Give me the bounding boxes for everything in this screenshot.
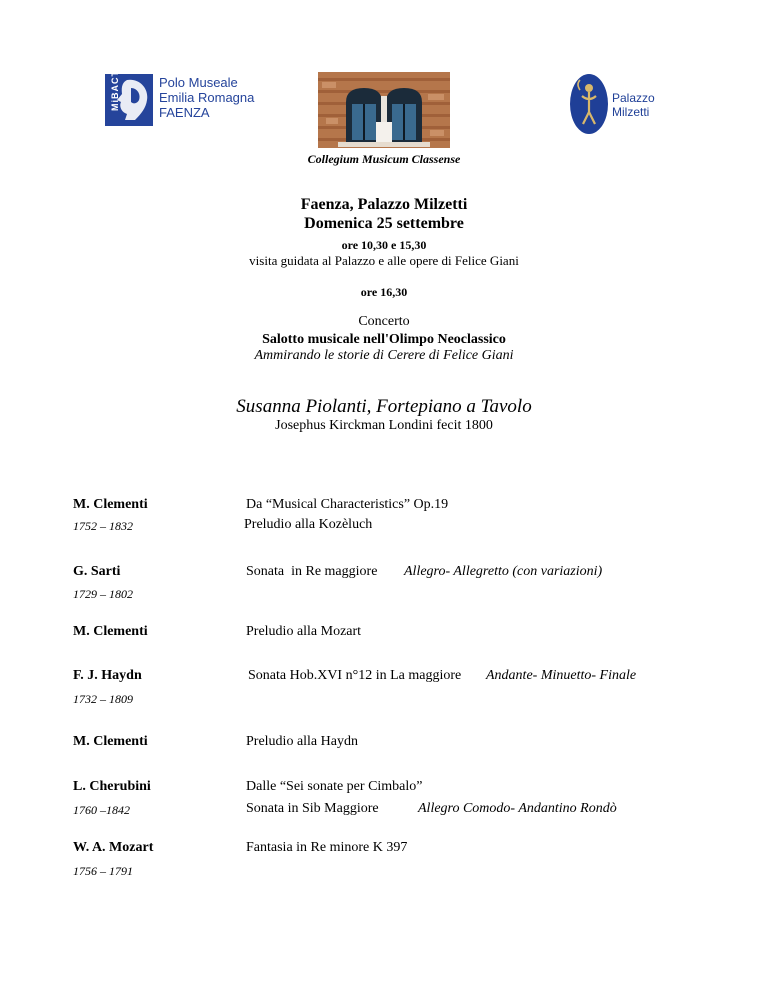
- work-title: Preludio alla Kozèluch: [244, 517, 373, 532]
- window-photo-icon: [318, 72, 450, 148]
- work-title: Dalle “Sei sonate per Cimbalo”: [246, 779, 423, 794]
- composer-name: F. J. Haydn: [73, 668, 142, 683]
- concert-subtitle: Ammirando le storie di Cerere di Felice Giani: [254, 348, 514, 363]
- palazzo-milzetti-logo: [570, 74, 690, 138]
- mibact-badge: [105, 70, 153, 126]
- logo-line: FAENZA: [159, 105, 210, 120]
- concert-title: Salotto musicale nell'Olimpo Neoclassico: [262, 332, 506, 347]
- composer-years: 1752 – 1832: [73, 519, 133, 533]
- composer-years: 1732 – 1809: [73, 692, 133, 706]
- composer-name: M. Clementi: [73, 497, 148, 512]
- work-title: Sonata in Re maggiore: [246, 564, 378, 579]
- composer-years: 1729 – 1802: [73, 587, 133, 601]
- work-title: Preludio alla Mozart: [246, 624, 362, 639]
- polo-museale-text: [159, 75, 254, 120]
- work-title: Preludio alla Haydn: [246, 734, 358, 749]
- logo-line: Emilia Romagna: [159, 90, 255, 105]
- composer-years: 1760 –1842: [73, 803, 130, 817]
- work-title: Sonata Hob.XVI n°12 in La maggiore: [248, 668, 462, 683]
- work-movements: Allegro Comodo- Andantino Rondò: [418, 801, 617, 816]
- milzetti-seal: [570, 74, 608, 134]
- figure-icon: [570, 74, 608, 134]
- composer-name: M. Clementi: [73, 734, 148, 749]
- venue-block: [0, 195, 768, 233]
- work-title: Sonata in Sib Maggiore: [246, 801, 379, 816]
- work-title: Fantasia in Re minore K 397: [246, 840, 408, 855]
- performer: Susanna Piolanti, Fortepiano a Tavolo: [236, 396, 532, 417]
- work-movements: Allegro- Allegretto (con variazioni): [404, 564, 603, 579]
- date-line: Domenica 25 settembre: [304, 215, 464, 232]
- composer-name: W. A. Mozart: [73, 840, 154, 855]
- venue-line: Faenza, Palazzo Milzetti: [300, 196, 468, 213]
- composer-years: 1756 – 1791: [73, 864, 133, 878]
- concert-time: ore 16,30: [360, 285, 408, 299]
- logo-line: Polo Museale: [159, 75, 238, 90]
- polo-museale-logo: [105, 72, 255, 128]
- logo-line: Milzetti: [612, 105, 650, 119]
- collegium-title: Collegium Musicum Classense: [307, 152, 461, 166]
- composer-name: L. Cherubini: [73, 779, 151, 794]
- visit-time: ore 10,30 e 15,30: [341, 238, 427, 252]
- logo-line: Palazzo: [612, 91, 655, 105]
- window-photo-logo: [318, 72, 450, 148]
- work-movements: Andante- Minuetto- Finale: [486, 668, 637, 683]
- work-title: Da “Musical Characteristics” Op.19: [246, 497, 449, 512]
- milzetti-text: [612, 91, 655, 119]
- mibact-text: MiBACT: [110, 70, 120, 111]
- composer-name: M. Clementi: [73, 624, 148, 639]
- composer-name: G. Sarti: [73, 564, 121, 579]
- visit-description: visita guidata al Palazzo e alle opere di Felice Giani: [249, 253, 519, 268]
- concert-label: Concerto: [358, 314, 410, 329]
- instrument: Josephus Kirckman Londini fecit 1800: [275, 418, 493, 433]
